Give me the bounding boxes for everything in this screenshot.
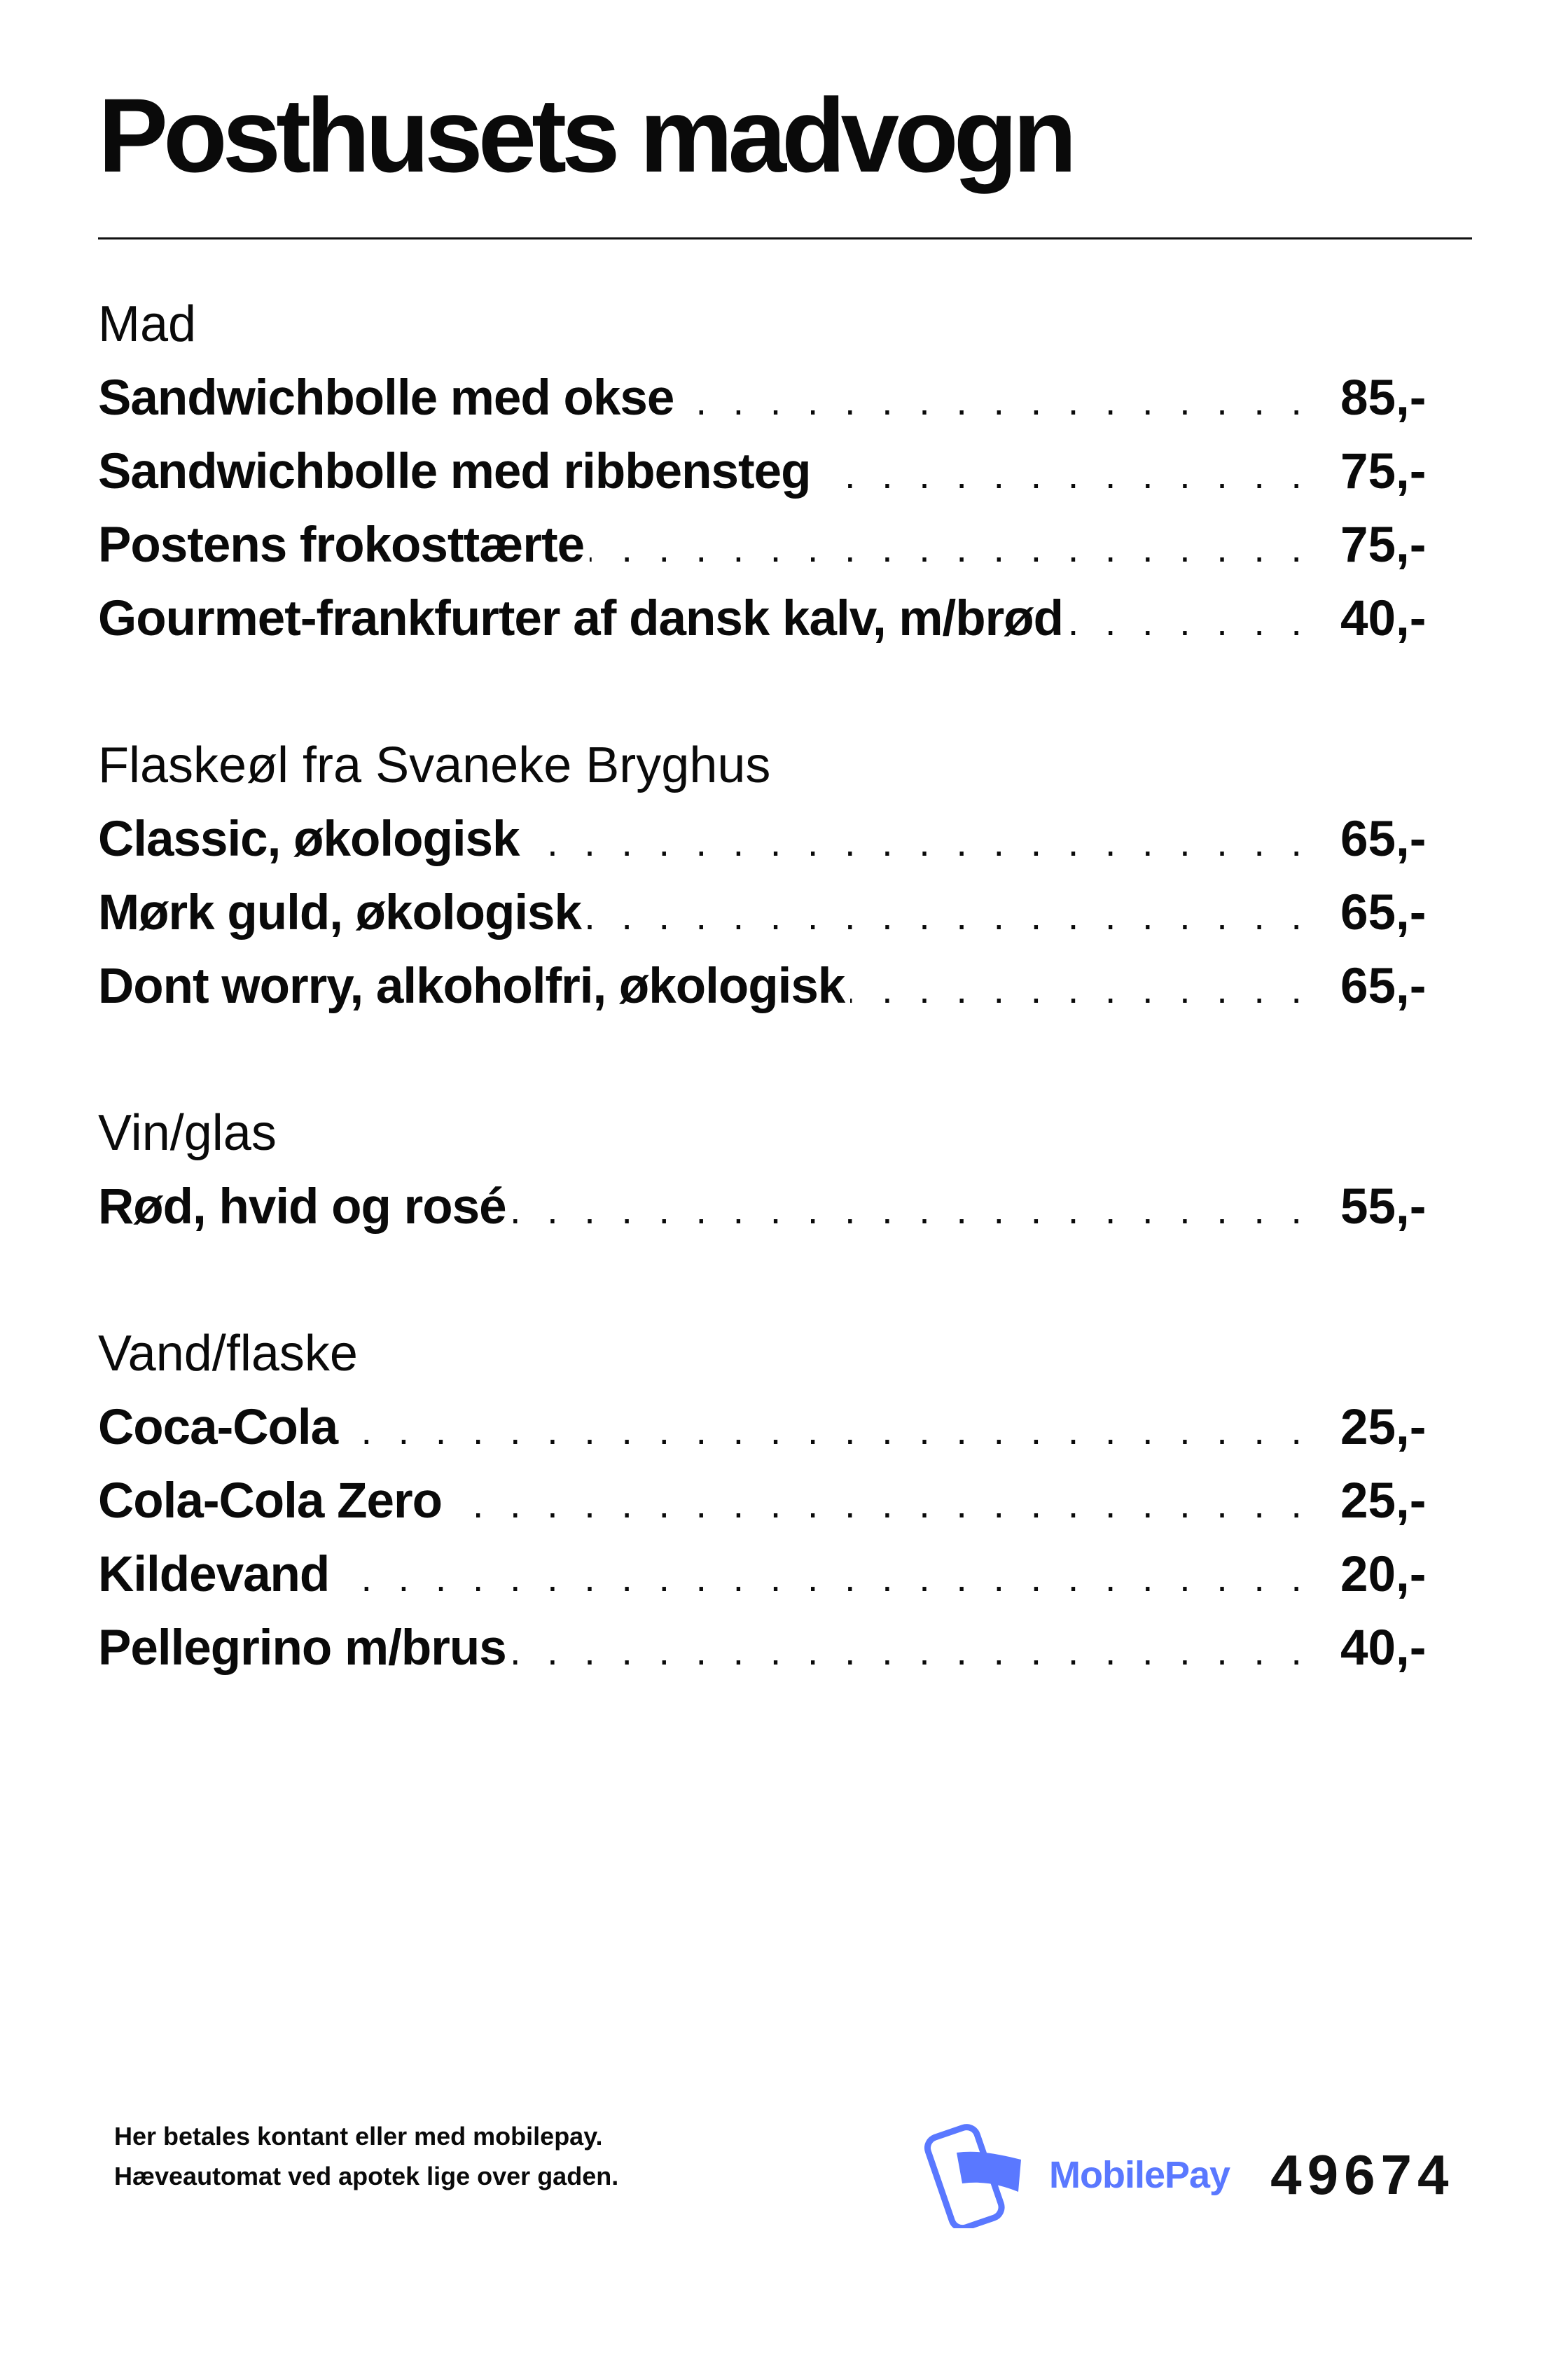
dot-leader: [590, 511, 1310, 585]
dot-leader: [512, 1614, 1310, 1688]
item-name: Mørk guld, økologisk: [98, 885, 582, 940]
section-title: Mad: [98, 296, 197, 352]
dot-leader: [679, 364, 1310, 438]
item-name: Coca-Cola: [98, 1400, 338, 1455]
dot-leader: [343, 1394, 1310, 1467]
menu-section-vand: [98, 1317, 1443, 1685]
item-name: Classic, økologisk: [98, 812, 520, 867]
menu-list: [98, 287, 1443, 1758]
item-price: 40,-: [1340, 1620, 1427, 1676]
dot-leader: [335, 1541, 1310, 1614]
menu-item: [98, 1391, 1443, 1464]
dot-leader: [587, 879, 1310, 952]
item-price: 65,-: [1340, 885, 1427, 940]
section-title: Vin/glas: [98, 1105, 277, 1161]
item-name: Cola-Cola Zero: [98, 1473, 442, 1529]
section-title: Vand/flaske: [98, 1326, 358, 1382]
menu-item: [98, 1170, 1443, 1244]
item-name: Dont worry, alkoholfri, økologisk: [98, 959, 845, 1014]
menu-item: [98, 1538, 1443, 1611]
menu-item: [98, 361, 1443, 435]
mobilepay-phone-logo-icon: [923, 2122, 1028, 2228]
item-name: Postens frokosttærte: [98, 517, 585, 573]
menu-item: [98, 803, 1443, 876]
item-price: 40,-: [1340, 591, 1427, 646]
item-price: 25,-: [1340, 1473, 1427, 1529]
mobilepay-label: MobilePay: [1049, 2154, 1230, 2196]
item-name: Pellegrino m/brus: [98, 1620, 506, 1676]
menu-item: [98, 1611, 1443, 1685]
menu-item: [98, 435, 1443, 508]
menu-item: [98, 508, 1443, 582]
menu-item: [98, 1464, 1443, 1538]
menu-section-flaskeol: [98, 728, 1443, 1023]
payment-info-line-2: Hæveautomat ved apotek lige over gaden.: [114, 2162, 619, 2190]
item-price: 55,-: [1340, 1179, 1427, 1235]
item-price: 65,-: [1340, 812, 1427, 867]
mobilepay-number: 49674: [1270, 2144, 1455, 2206]
menu-section-mad: [98, 287, 1443, 655]
item-name: Kildevand: [98, 1547, 330, 1602]
item-price: 65,-: [1340, 959, 1427, 1014]
payment-info: [114, 2116, 618, 2196]
mobilepay-block: [923, 2122, 1455, 2228]
dot-leader: [447, 1467, 1310, 1541]
menu-section-vin: [98, 1096, 1443, 1244]
dot-leader: [816, 438, 1310, 511]
menu-item: [98, 950, 1443, 1023]
item-name: Sandwichbolle med ribbensteg: [98, 444, 811, 499]
item-name: Rød, hvid og rosé: [98, 1179, 506, 1235]
item-name: Sandwichbolle med okse: [98, 370, 674, 426]
item-price: 85,-: [1340, 370, 1427, 426]
item-price: 75,-: [1340, 517, 1427, 573]
menu-item: [98, 582, 1443, 655]
payment-info-line-1: Her betales kontant eller med mobilepay.: [114, 2122, 603, 2151]
menu-item: [98, 876, 1443, 950]
item-price: 20,-: [1340, 1547, 1427, 1602]
section-title: Flaskeøl fra Svaneke Bryghus: [98, 737, 771, 793]
menu-title: Posthusets madvogn: [98, 76, 1072, 194]
item-name: Gourmet-frankfurter af dansk kalv, m/brød: [98, 591, 1063, 646]
title-divider: [98, 237, 1472, 239]
item-price: 25,-: [1340, 1400, 1427, 1455]
dot-leader: [850, 952, 1310, 1026]
item-price: 75,-: [1340, 444, 1427, 499]
dot-leader: [525, 805, 1310, 879]
dot-leader: [512, 1173, 1310, 1246]
dot-leader: [1069, 585, 1310, 658]
